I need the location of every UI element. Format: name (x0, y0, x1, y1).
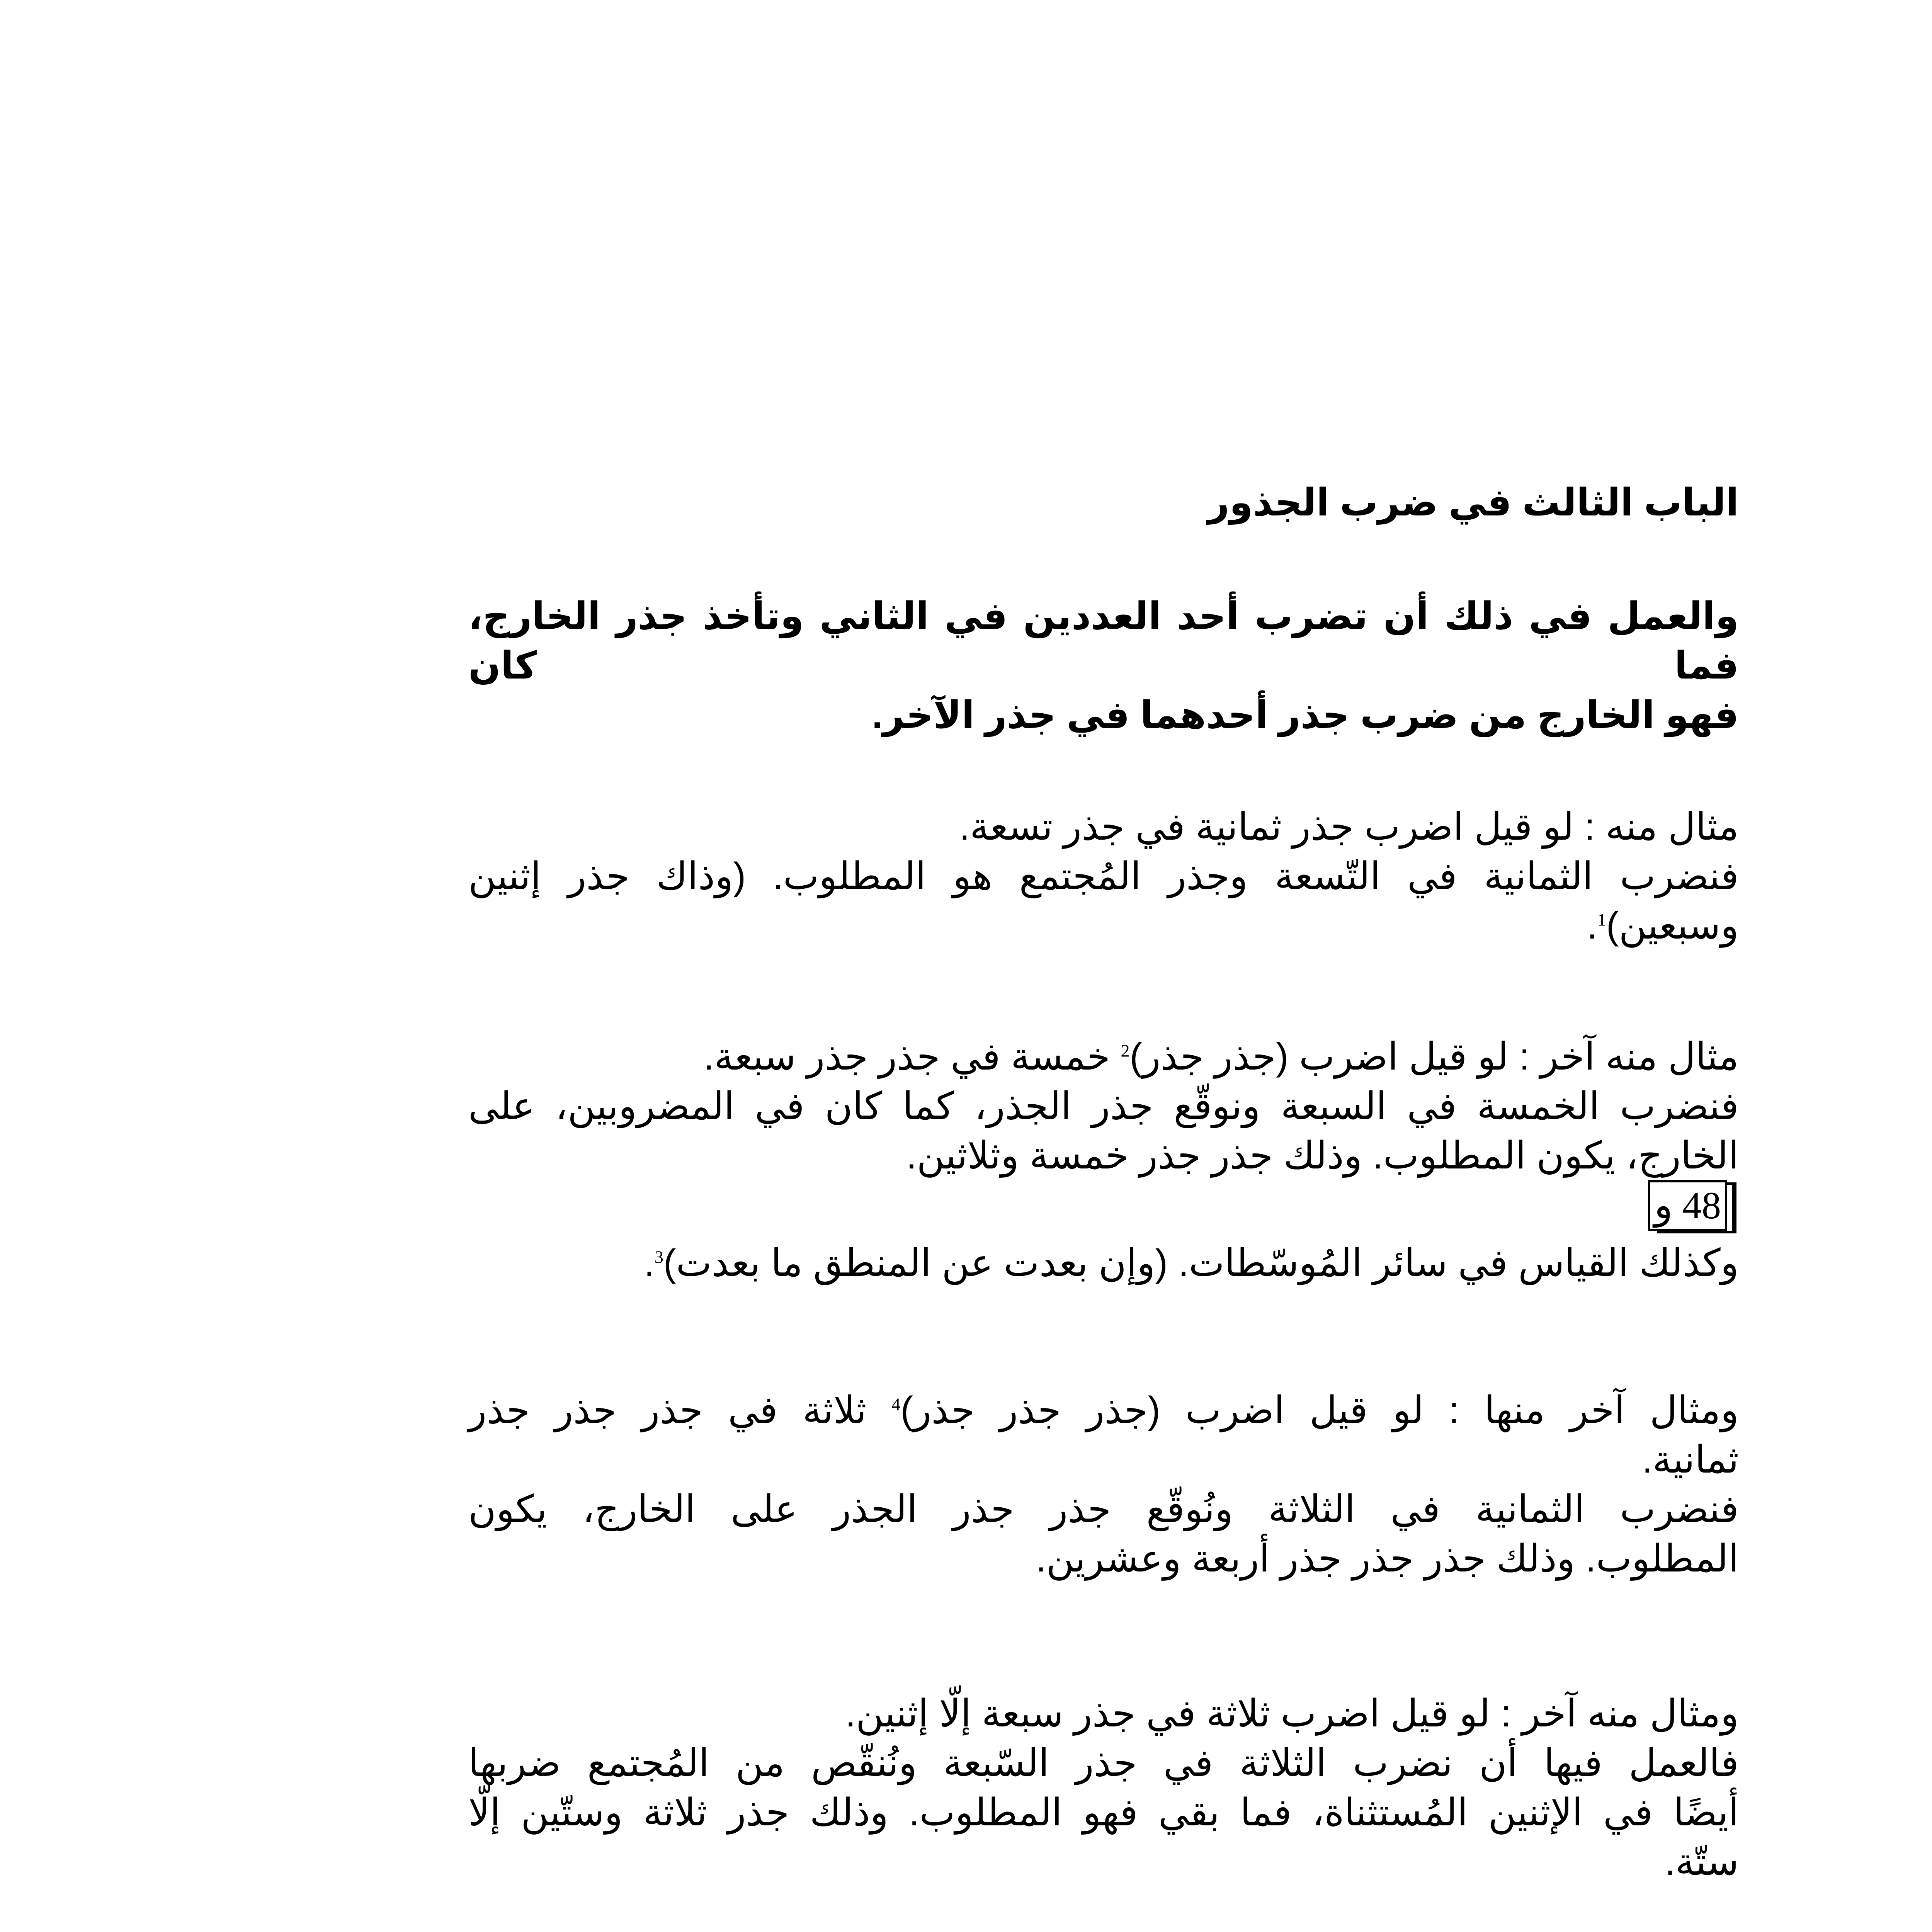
example-1-line-2: فنضرب الثمانية في التّسعة وجذر المُجتمع هو المطلوب. (وذاك جذر إثنين (468, 855, 1739, 897)
example-3-line-3: فنضرب الثمانية في الثلاثة ونُوقّع جذر جذر الجذر على الخارج، يكون (468, 1488, 1739, 1530)
book-page (468, 0, 1739, 1932)
footnote-ref-1[interactable]: 1 (1597, 910, 1606, 930)
example-3 (468, 1385, 1739, 1583)
example-2-line-1-start: مثال منه آخر : لو قيل اضرب (جذر جذر) (1129, 1035, 1739, 1078)
example-4-line-1: ومثال منه آخر : لو قيل اضرب ثلاثة في جذر سبعة إلّا إثنين. (845, 1692, 1739, 1735)
example-4 (468, 1689, 1739, 1886)
footnote-ref-2[interactable]: 2 (1121, 1041, 1130, 1061)
example-4-line-4: ستّة. (1665, 1840, 1739, 1883)
example-1-line-3 (468, 901, 1739, 950)
example-3-line-1-end: ثلاثة في جذر جذر جذر (468, 1389, 892, 1431)
example-2-line-3: الخارج، يكون المطلوب. وذلك جذر جذر خمسة وثلاثين. (906, 1134, 1739, 1177)
intro-line-1: والعمل في ذلك أن تضرب أحد العددين في الثاني وتأخذ جذر الخارج، فما كان (468, 595, 1739, 687)
example-1-line-3-end: . (1587, 904, 1597, 947)
intro-line-2: فهو الخارج من ضرب جذر أحدهما في جذر الآخر. (872, 694, 1739, 736)
example-3-line-1-start: ومثال آخر منها : لو قيل اضرب (جذر جذر جذر) (900, 1389, 1739, 1431)
chapter-title: الباب الثالث في ضرب الجذور (1208, 481, 1739, 524)
example-4-line-2: فالعمل فيها أن نضرب الثلاثة في جذر السّبعة ونُنقّص من المُجتمع ضربها (468, 1742, 1739, 1784)
example-2-line-2: فنضرب الخمسة في السبعة ونوقّع جذر الجذر، كما كان في المضروبين، على (468, 1085, 1739, 1127)
example-2 (468, 1032, 1739, 1287)
example-4-line-3: أيضًا في الإثنين المُستثناة، فما بقي فهو المطلوب. وذلك جذر ثلاثة وستّين إلّا (468, 1791, 1739, 1833)
example-2-line-1 (468, 1032, 1739, 1081)
example-1-line-1: مثال منه : لو قيل اضرب جذر ثمانية في جذر تسعة. (959, 805, 1739, 848)
example-2-line-4-end: . (644, 1242, 655, 1284)
folio-marker-row (468, 1180, 1727, 1238)
example-3-line-4: المطلوب. وذلك جذر جذر جذر أربعة وعشرين. (1036, 1537, 1739, 1580)
example-2-line-4 (468, 1238, 1739, 1287)
example-1-line-3-text: وسبعين) (1606, 904, 1739, 947)
example-2-line-4-text: وكذلك القياس في سائر المُوسّطات. (وإن بعدت عن المنطق ما بعدت) (663, 1242, 1739, 1284)
footnote-ref-3[interactable]: 3 (654, 1247, 663, 1267)
example-1 (468, 802, 1739, 950)
example-3-line-2: ثمانية. (1642, 1438, 1739, 1481)
example-2-line-1-end: خمسة في جذر جذر سبعة. (704, 1035, 1121, 1078)
footnote-ref-4[interactable]: 4 (891, 1394, 901, 1414)
example-3-line-1 (468, 1385, 1739, 1435)
intro-paragraph (468, 591, 1739, 740)
folio-marker: 48 و (1648, 1180, 1727, 1231)
